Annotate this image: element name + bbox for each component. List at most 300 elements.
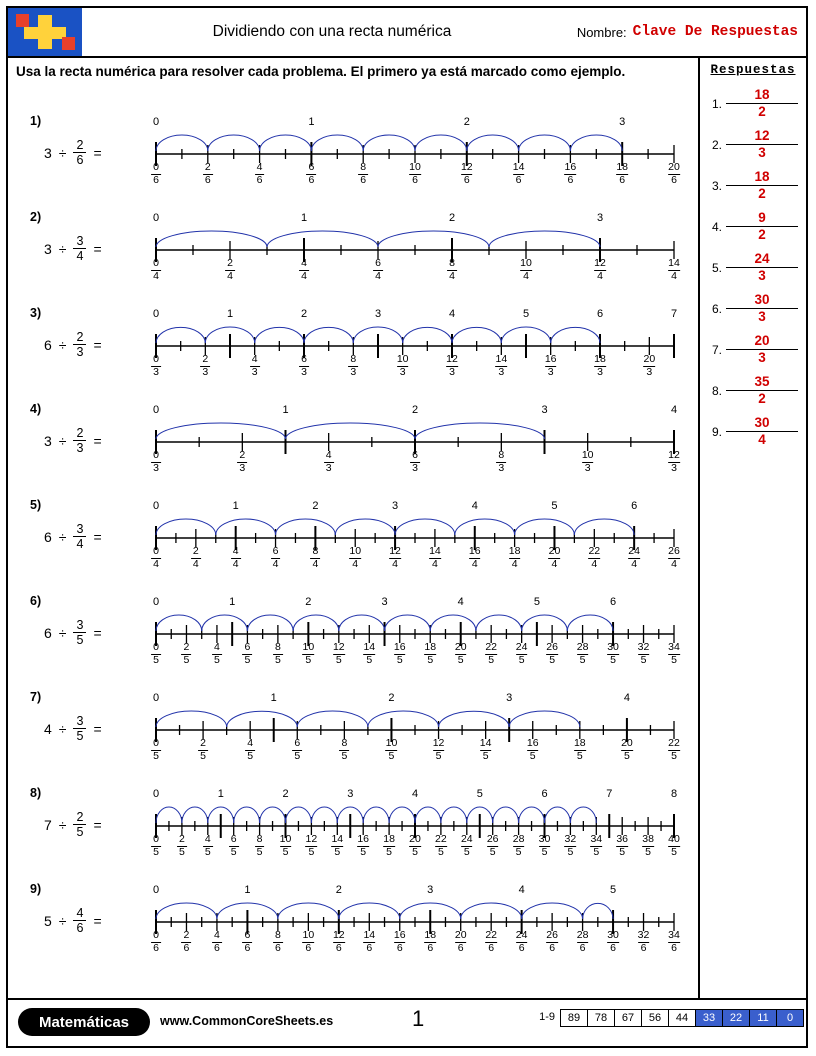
tick-fraction: 16 4 (468, 545, 481, 570)
problem-expression (44, 618, 102, 648)
number-line-integer-label: 3 (541, 404, 548, 416)
tick-fraction: 0 6 (153, 161, 159, 186)
dividend: 6 (44, 624, 52, 641)
tick-fraction: 16 5 (526, 737, 539, 762)
instructions-text: Usa la recta numérica para resolver cada problema. El primero ya está marcado como ejemplo. (16, 64, 626, 79)
dividend: 3 (44, 432, 52, 449)
worksheet-page (6, 6, 808, 1048)
problem-number: 4) (30, 402, 42, 416)
answer-fraction: $\frac{30}{3}$ (726, 292, 798, 324)
tick-fraction-labels (148, 450, 682, 480)
tick-fraction: 18 4 (508, 545, 521, 570)
number-line-integer-label: 0 (152, 788, 160, 800)
tick-fraction: 14 5 (479, 737, 492, 762)
problem-number: 1) (30, 114, 42, 128)
tick-fraction: 4 5 (247, 737, 254, 762)
tick-fraction: 6 3 (301, 353, 307, 378)
tick-fraction: 8 5 (341, 737, 348, 762)
tick-fraction: 40 5 (668, 833, 680, 858)
answer-index: 3. (711, 178, 722, 193)
tick-fraction: 12 5 (432, 737, 445, 762)
problem-item (8, 592, 698, 688)
tick-fraction: 6 4 (375, 257, 381, 282)
number-line-integer-label: 3 (381, 596, 388, 608)
tick-fraction: 28 5 (512, 833, 525, 858)
number-line-integer-label: 0 (152, 308, 160, 320)
number-line-integer-label: 6 (596, 308, 604, 320)
dividend: 3 (44, 144, 52, 161)
tick-fraction: 0 3 (153, 353, 159, 378)
answer-fraction: $\frac{18}{2}$ (726, 87, 798, 119)
number-line-integer-label: 2 (388, 692, 395, 704)
number-line-integer-label: 3 (427, 884, 434, 896)
tick-fraction: 2 5 (200, 737, 206, 762)
tick-fraction: 22 4 (588, 545, 601, 570)
answer-index: 9. (711, 424, 722, 439)
tick-fraction: 18 5 (383, 833, 395, 858)
answer-row (700, 83, 806, 124)
answer-fraction: $\frac{20}{3}$ (726, 333, 798, 365)
number-line-integer-label: 1 (308, 116, 315, 128)
tick-fraction: 32 6 (637, 929, 650, 954)
answer-index: 8. (711, 383, 722, 398)
problem-list (8, 112, 698, 976)
tick-fraction: 20 3 (643, 353, 656, 378)
problem-item (8, 208, 698, 304)
tick-fraction: 10 4 (349, 545, 362, 570)
tick-fraction: 4 6 (214, 929, 220, 954)
tick-fraction: 18 6 (616, 161, 629, 186)
number-line-integer-label: 0 (152, 212, 160, 224)
tick-fraction: 22 5 (668, 737, 680, 762)
tick-fraction: 14 6 (363, 929, 376, 954)
divisor-fraction: $\frac{4}{6}$ (73, 906, 86, 936)
name-value: Clave De Respuestas (632, 24, 798, 40)
tick-fraction: 20 5 (409, 833, 421, 858)
tick-fraction: 24 6 (515, 929, 528, 954)
scale-cell: 33 (695, 1009, 722, 1027)
answer-index: 2. (711, 137, 722, 152)
number-line-integer-label: 2 (335, 884, 342, 896)
problem-number: 8) (30, 786, 42, 800)
problem-number: 9) (30, 882, 42, 896)
problem-expression (44, 810, 102, 840)
tick-fraction: 20 6 (668, 161, 680, 186)
number-line-integer-label: 4 (411, 788, 419, 800)
answer-row (700, 165, 806, 206)
tick-fraction: 16 6 (564, 161, 577, 186)
tick-fraction: 2 4 (227, 257, 233, 282)
tick-fraction: 6 5 (244, 641, 251, 666)
number-line-integer-label: 8 (670, 788, 678, 800)
divisor-fraction: $\frac{2}{3}$ (73, 426, 86, 456)
tick-fraction: 4 4 (301, 257, 307, 282)
problem-number: 2) (30, 210, 42, 224)
tick-fraction: 26 4 (668, 545, 680, 570)
tick-fraction: 12 5 (305, 833, 318, 858)
tick-fraction: 34 5 (668, 641, 680, 666)
tick-fraction: 10 4 (520, 257, 532, 282)
number-line-integer-label: 1 (229, 596, 236, 608)
answer-index: 1. (711, 96, 722, 111)
division-sign: ÷ (58, 816, 67, 833)
number-line-integer-label: 2 (312, 500, 319, 512)
scale-cell: 67 (614, 1009, 641, 1027)
division-sign: ÷ (58, 528, 67, 545)
dividend: 3 (44, 240, 52, 257)
tick-fraction: 14 5 (363, 641, 376, 666)
tick-fraction: 20 5 (454, 641, 467, 666)
problem-number: 3) (30, 306, 42, 320)
answer-list (700, 83, 806, 452)
answers-title: Respuestas (710, 63, 796, 77)
tick-fraction: 6 5 (230, 833, 237, 858)
tick-fraction: 32 5 (637, 641, 650, 666)
number-line-integer-label: 5 (533, 596, 540, 608)
tick-fraction: 10 5 (279, 833, 292, 858)
divisor-fraction: $\frac{3}{5}$ (73, 618, 86, 648)
scale-cell: 22 (722, 1009, 749, 1027)
tick-fraction: 0 3 (153, 449, 159, 474)
number-line-integer-label: 7 (606, 788, 613, 800)
number-line-integer-label: 1 (270, 692, 277, 704)
tick-fraction: 16 3 (544, 353, 557, 378)
number-line-integer-label: 5 (551, 500, 558, 512)
tick-fraction: 2 5 (183, 641, 190, 666)
answer-row (700, 124, 806, 165)
scale-cell: 56 (641, 1009, 668, 1027)
number-line-integer-label: 4 (471, 500, 478, 512)
answer-index: 7. (711, 342, 722, 357)
tick-fraction: 18 5 (424, 641, 437, 666)
number-line-integer-label: 0 (152, 116, 160, 128)
number-line-integer-label: 5 (522, 308, 530, 320)
equals-sign: = (93, 624, 102, 641)
scale-range: 1-9 (539, 1011, 555, 1023)
scale-cell: 11 (749, 1009, 776, 1027)
tick-fraction: 38 5 (642, 833, 654, 858)
tick-fraction: 16 6 (393, 929, 406, 954)
divisor-fraction: $\frac{3}{4}$ (73, 522, 86, 552)
tick-fraction-labels (148, 354, 682, 384)
tick-fraction: 2 6 (204, 161, 211, 186)
tick-fraction-labels (148, 834, 682, 864)
tick-fraction: 4 5 (204, 833, 211, 858)
answer-row (700, 247, 806, 288)
tick-fraction: 10 5 (302, 641, 315, 666)
tick-fraction-labels (148, 162, 682, 192)
number-line-integer-label: 3 (506, 692, 513, 704)
number-line-integer-label: 4 (518, 884, 525, 896)
equals-sign: = (93, 240, 102, 257)
tick-fraction: 8 4 (449, 257, 455, 282)
answer-fraction: $\frac{35}{2}$ (726, 374, 798, 406)
tick-fraction-labels (148, 738, 682, 768)
tick-fraction: 8 5 (274, 641, 281, 666)
number-line-integer-label: 3 (374, 308, 382, 320)
tick-fraction-labels (148, 642, 682, 672)
name-area (577, 8, 798, 56)
dividend: 4 (44, 720, 52, 737)
tick-fraction: 22 6 (485, 929, 498, 954)
tick-fraction: 36 5 (616, 833, 629, 858)
tick-fraction: 4 3 (325, 449, 332, 474)
scale-cell: 89 (560, 1009, 587, 1027)
dividend: 5 (44, 912, 52, 929)
tick-fraction: 12 4 (594, 257, 606, 282)
tick-fraction: 28 6 (576, 929, 589, 954)
problem-number: 6) (30, 594, 42, 608)
number-line-integer-label: 0 (152, 404, 160, 416)
tick-fraction: 2 5 (178, 833, 185, 858)
tick-fraction: 12 5 (332, 641, 345, 666)
division-sign: ÷ (58, 432, 67, 449)
tick-fraction: 12 6 (332, 929, 345, 954)
division-sign: ÷ (58, 624, 67, 641)
tick-fraction: 30 6 (607, 929, 619, 954)
commoncoresheets-logo-icon (8, 8, 82, 56)
answer-row (700, 411, 806, 452)
number-line-integer-label: 1 (244, 884, 251, 896)
tick-fraction: 4 5 (214, 641, 220, 666)
tick-fraction: 24 5 (515, 641, 528, 666)
tick-fraction: 2 3 (202, 353, 209, 378)
tick-fraction: 28 5 (576, 641, 589, 666)
tick-fraction: 24 4 (628, 545, 640, 570)
number-line-integer-label: 2 (282, 788, 289, 800)
problem-item (8, 784, 698, 880)
tick-fraction: 26 5 (546, 641, 558, 666)
subject-badge: Matemáticas (18, 1008, 150, 1036)
number-line-integer-label: 2 (463, 116, 470, 128)
divisor-fraction: $\frac{3}{5}$ (73, 714, 86, 744)
division-sign: ÷ (58, 912, 67, 929)
problem-item (8, 400, 698, 496)
tick-fraction: 8 4 (312, 545, 319, 570)
page-footer (8, 998, 806, 1046)
answer-row (700, 370, 806, 411)
number-line-integer-label: 1 (282, 404, 289, 416)
grading-scale (534, 1009, 804, 1027)
number-line-integer-label: 3 (596, 212, 604, 224)
tick-fraction: 4 4 (232, 545, 239, 570)
number-line-integer-label: 4 (623, 692, 630, 704)
division-sign: ÷ (58, 144, 67, 161)
equals-sign: = (93, 720, 102, 737)
problem-expression (44, 522, 102, 552)
page-number: 1 (412, 1006, 425, 1031)
page-title: Dividiendo con una recta numérica (212, 23, 452, 40)
scale-cell: 44 (668, 1009, 695, 1027)
tick-fraction: 8 3 (350, 353, 357, 378)
number-line-integer-label: 4 (448, 308, 456, 320)
number-line-integer-label: 3 (347, 788, 354, 800)
name-label: Nombre: (576, 24, 627, 40)
tick-fraction: 8 6 (274, 929, 281, 954)
problem-expression (44, 714, 102, 744)
tick-fraction: 12 4 (389, 545, 401, 570)
tick-fraction: 4 6 (256, 161, 263, 186)
tick-fraction: 10 6 (409, 161, 421, 186)
number-line-integer-label: 0 (152, 884, 160, 896)
dividend: 6 (44, 528, 52, 545)
answer-index: 5. (711, 260, 722, 275)
problem-expression (44, 330, 102, 360)
tick-fraction: 18 3 (594, 353, 606, 378)
website-url: www.CommonCoreSheets.es (160, 1014, 334, 1028)
tick-fraction-labels (148, 930, 682, 960)
problem-item (8, 880, 698, 976)
problem-item (8, 112, 698, 208)
answer-fraction: $\frac{30}{4}$ (726, 415, 798, 447)
tick-fraction: 10 5 (385, 737, 398, 762)
tick-fraction: 34 6 (668, 929, 680, 954)
number-line-integer-label: 6 (541, 788, 548, 800)
tick-fraction: 6 4 (272, 545, 279, 570)
tick-fraction: 16 5 (357, 833, 370, 858)
tick-fraction: 20 5 (621, 737, 633, 762)
tick-fraction: 8 5 (256, 833, 263, 858)
tick-fraction: 2 3 (239, 449, 246, 474)
answer-row (700, 329, 806, 370)
equals-sign: = (93, 816, 102, 833)
number-line-integer-label: 2 (448, 212, 456, 224)
tick-fraction: 10 6 (302, 929, 315, 954)
number-line-integer-label: 4 (670, 404, 678, 416)
division-sign: ÷ (58, 336, 67, 353)
tick-fraction: 10 3 (396, 353, 409, 378)
divisor-fraction: $\frac{2}{6}$ (73, 138, 86, 168)
tick-fraction: 0 4 (153, 257, 159, 282)
number-line-integer-label: 4 (457, 596, 464, 608)
tick-fraction-labels (148, 258, 682, 288)
answer-fraction: $\frac{12}{3}$ (726, 128, 798, 160)
tick-fraction: 26 6 (546, 929, 558, 954)
division-sign: ÷ (58, 240, 67, 257)
number-line-integer-label: 1 (226, 308, 234, 320)
number-line-integer-label: 3 (392, 500, 399, 512)
number-line-integer-label: 0 (152, 500, 160, 512)
number-line-integer-label: 2 (411, 404, 419, 416)
tick-fraction: 8 3 (498, 449, 505, 474)
scale-cell: 0 (776, 1009, 804, 1027)
number-line-integer-label: 2 (300, 308, 308, 320)
dividend: 7 (44, 816, 52, 833)
tick-fraction: 18 6 (424, 929, 437, 954)
answer-index: 6. (711, 301, 722, 316)
problem-expression (44, 426, 102, 456)
number-line-integer-label: 3 (619, 116, 626, 128)
tick-fraction: 14 5 (331, 833, 344, 858)
tick-fraction: 10 3 (581, 449, 594, 474)
tick-fraction: 18 5 (573, 737, 586, 762)
problem-expression (44, 906, 102, 936)
tick-fraction: 34 5 (590, 833, 603, 858)
tick-fraction: 12 3 (446, 353, 458, 378)
problem-expression (44, 138, 102, 168)
tick-fraction: 24 5 (460, 833, 473, 858)
equals-sign: = (93, 432, 102, 449)
tick-fraction: 14 6 (512, 161, 525, 186)
problem-item (8, 688, 698, 784)
tick-fraction: 6 5 (294, 737, 301, 762)
number-line-integer-label: 1 (232, 500, 239, 512)
tick-fraction: 32 5 (564, 833, 577, 858)
problem-number: 7) (30, 690, 42, 704)
tick-fraction: 22 5 (485, 641, 498, 666)
problem-item (8, 496, 698, 592)
equals-sign: = (93, 336, 102, 353)
answer-fraction: $\frac{24}{3}$ (726, 251, 798, 283)
number-line-integer-label: 2 (305, 596, 312, 608)
equals-sign: = (93, 144, 102, 161)
tick-fraction: 2 6 (183, 929, 190, 954)
tick-fraction: 14 3 (495, 353, 508, 378)
tick-fraction: 0 5 (153, 641, 159, 666)
divisor-fraction: $\frac{3}{4}$ (73, 234, 86, 264)
number-line-integer-label: 1 (300, 212, 308, 224)
tick-fraction: 14 4 (429, 545, 441, 570)
answer-index: 4. (711, 219, 722, 234)
number-line-integer-label: 5 (476, 788, 483, 800)
number-line-integer-label: 7 (670, 308, 678, 320)
tick-fraction: 6 6 (308, 161, 315, 186)
number-line-integer-label: 5 (609, 884, 617, 896)
number-line-integer-label: 6 (631, 500, 638, 512)
problem-number: 5) (30, 498, 42, 512)
tick-fraction: 12 6 (460, 161, 473, 186)
answer-fraction: $\frac{18}{2}$ (726, 169, 798, 201)
tick-fraction: 26 5 (486, 833, 499, 858)
answer-row (700, 288, 806, 329)
divisor-fraction: $\frac{2}{3}$ (73, 330, 86, 360)
problem-item (8, 304, 698, 400)
tick-fraction: 4 3 (251, 353, 258, 378)
number-line-integer-label: 1 (217, 788, 224, 800)
problem-expression (44, 234, 102, 264)
tick-fraction: 16 5 (393, 641, 406, 666)
tick-fraction: 30 5 (607, 641, 619, 666)
tick-fraction: 6 3 (412, 449, 418, 474)
tick-fraction: 0 4 (153, 545, 159, 570)
tick-fraction: 20 4 (548, 545, 561, 570)
tick-fraction: 6 6 (244, 929, 251, 954)
tick-fraction: 0 6 (153, 929, 159, 954)
divisor-fraction: $\frac{2}{5}$ (73, 810, 86, 840)
answer-row (700, 206, 806, 247)
page-header (8, 8, 806, 58)
dividend: 6 (44, 336, 52, 353)
tick-fraction: 0 5 (153, 737, 159, 762)
tick-fraction: 2 4 (192, 545, 199, 570)
answer-key-column (698, 58, 806, 998)
tick-fraction-labels (148, 546, 682, 576)
tick-fraction: 12 3 (668, 449, 680, 474)
equals-sign: = (93, 528, 102, 545)
number-line-integer-label: 0 (152, 692, 160, 704)
number-line-integer-label: 6 (609, 596, 617, 608)
division-sign: ÷ (58, 720, 67, 737)
tick-fraction: 14 4 (668, 257, 680, 282)
answer-fraction: $\frac{9}{2}$ (726, 210, 798, 242)
tick-fraction: 22 5 (435, 833, 447, 858)
scale-cell: 78 (587, 1009, 614, 1027)
equals-sign: = (93, 912, 102, 929)
tick-fraction: 30 5 (538, 833, 551, 858)
tick-fraction: 0 5 (153, 833, 159, 858)
tick-fraction: 20 6 (454, 929, 467, 954)
tick-fraction: 8 6 (360, 161, 367, 186)
